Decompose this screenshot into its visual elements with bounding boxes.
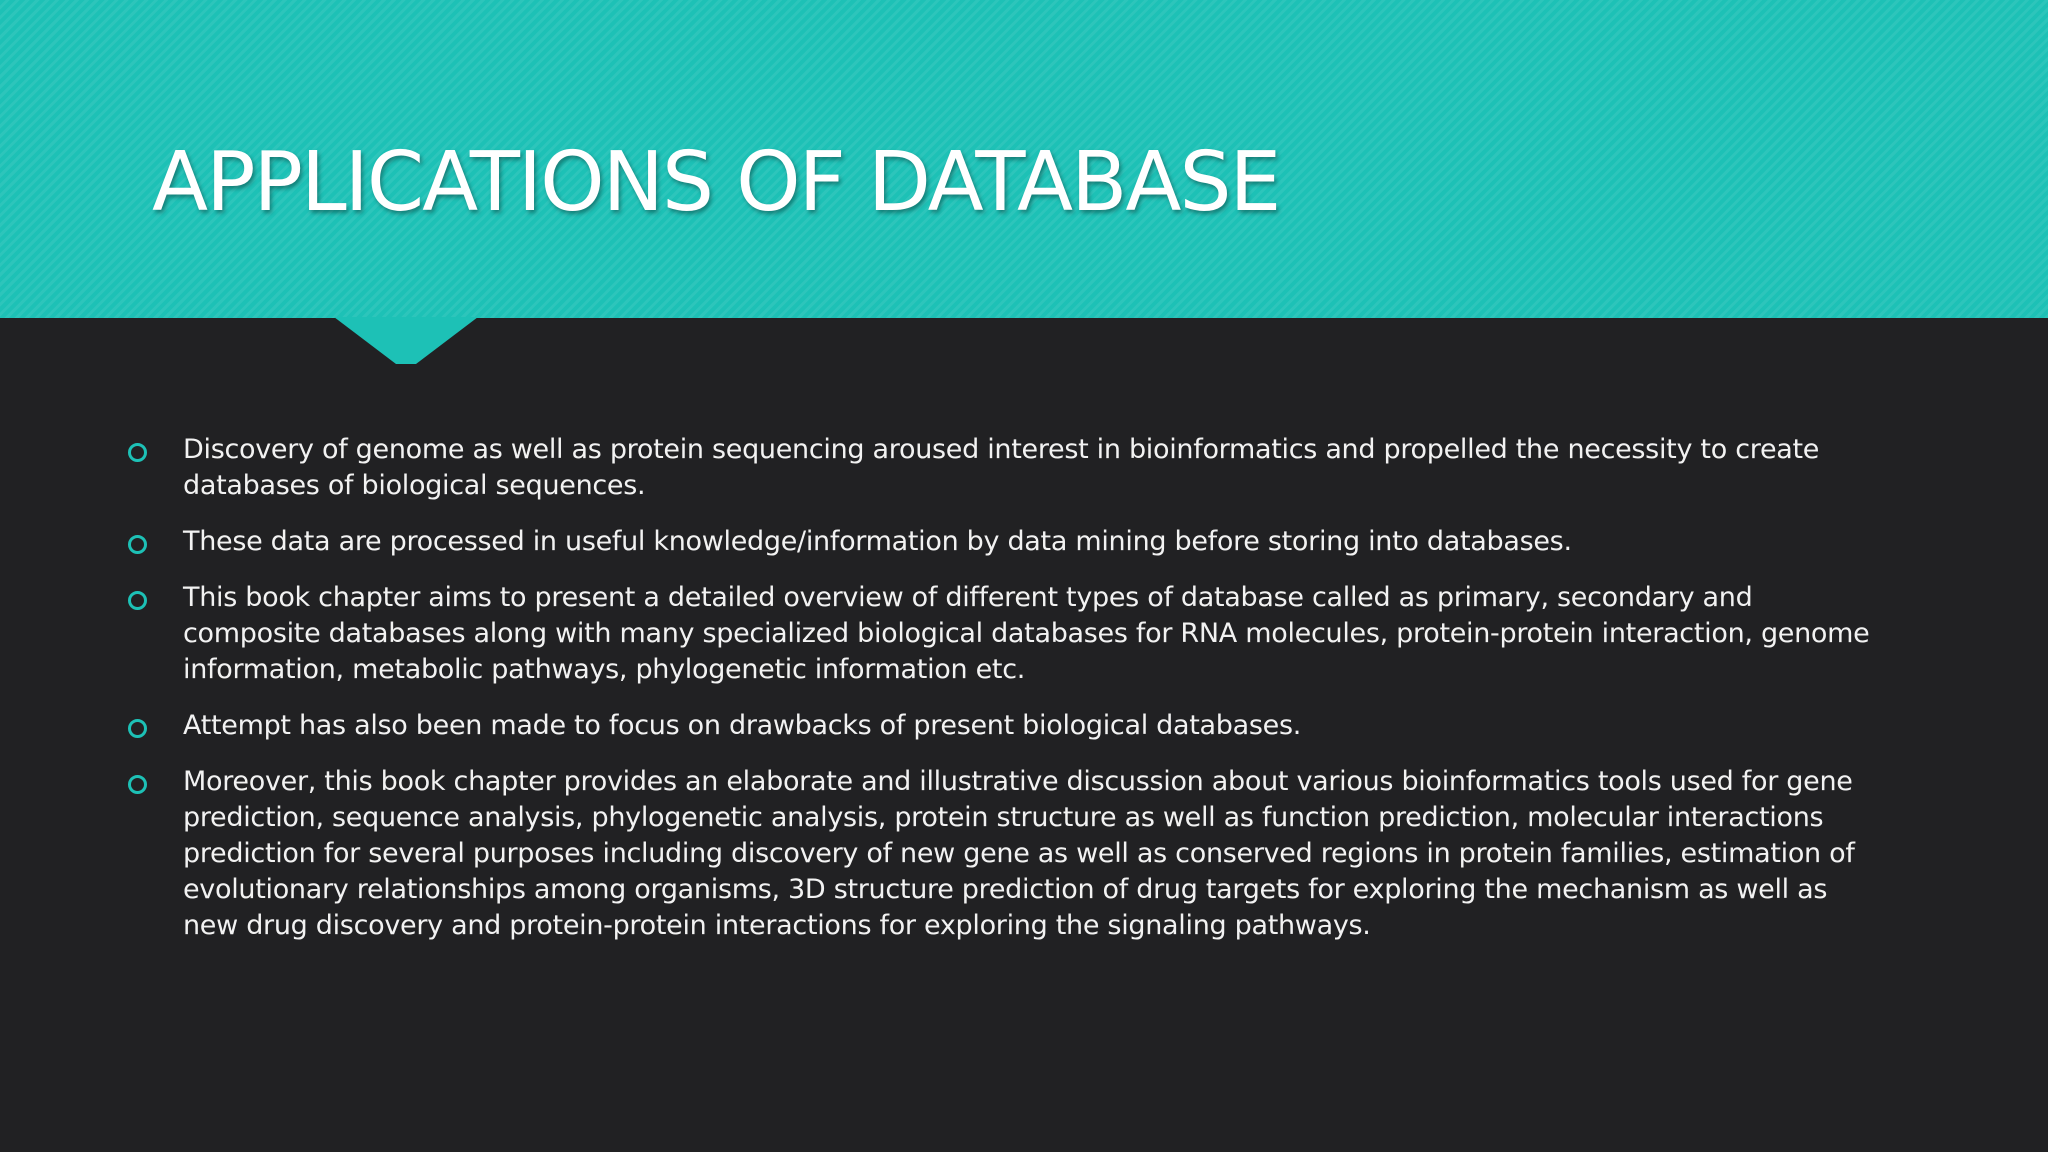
bullet-item xyxy=(124,708,1884,744)
bullet-text: These data are processed in useful knowledge/information by data mining before storing into databases. xyxy=(183,526,1572,557)
hollow-circle-bullet-icon xyxy=(128,535,147,554)
bullet-item xyxy=(124,764,1884,944)
hollow-circle-bullet-icon xyxy=(128,719,147,738)
bullet-item xyxy=(124,524,1884,560)
bullet-text: Moreover, this book chapter provides an elaborate and illustrative discussion about various bioinformatics tools used for gene prediction, sequence analysis, phylogenetic analysis, protein structure as well as function prediction, molecular interactions prediction for several purposes including discovery of new gene as well as conserved regions in protein families, estimation of evolutionary relationships among organisms, 3D structure prediction of drug targets for exploring the mechanism as well as new drug discovery and protein-protein interactions for exploring the signaling pathways. xyxy=(183,766,1855,941)
bullet-list xyxy=(124,432,1884,964)
hollow-circle-bullet-icon xyxy=(128,443,147,462)
bullet-text: This book chapter aims to present a detailed overview of different types of database called as primary, secondary and composite databases along with many specialized biological databases for RNA molecules, protein-protein interaction, genome information, metabolic pathways, phylogenetic information etc. xyxy=(183,582,1870,685)
bullet-item xyxy=(124,432,1884,504)
bullet-item xyxy=(124,580,1884,688)
hollow-circle-bullet-icon xyxy=(128,775,147,794)
bullet-text: Attempt has also been made to focus on drawbacks of present biological databases. xyxy=(183,710,1302,741)
bullet-text: Discovery of genome as well as protein sequencing aroused interest in bioinformatics and propelled the necessity to create databases of biological sequences. xyxy=(183,434,1820,501)
slide-title: APPLICATIONS OF DATABASE xyxy=(152,135,1280,230)
hollow-circle-bullet-icon xyxy=(128,591,147,610)
